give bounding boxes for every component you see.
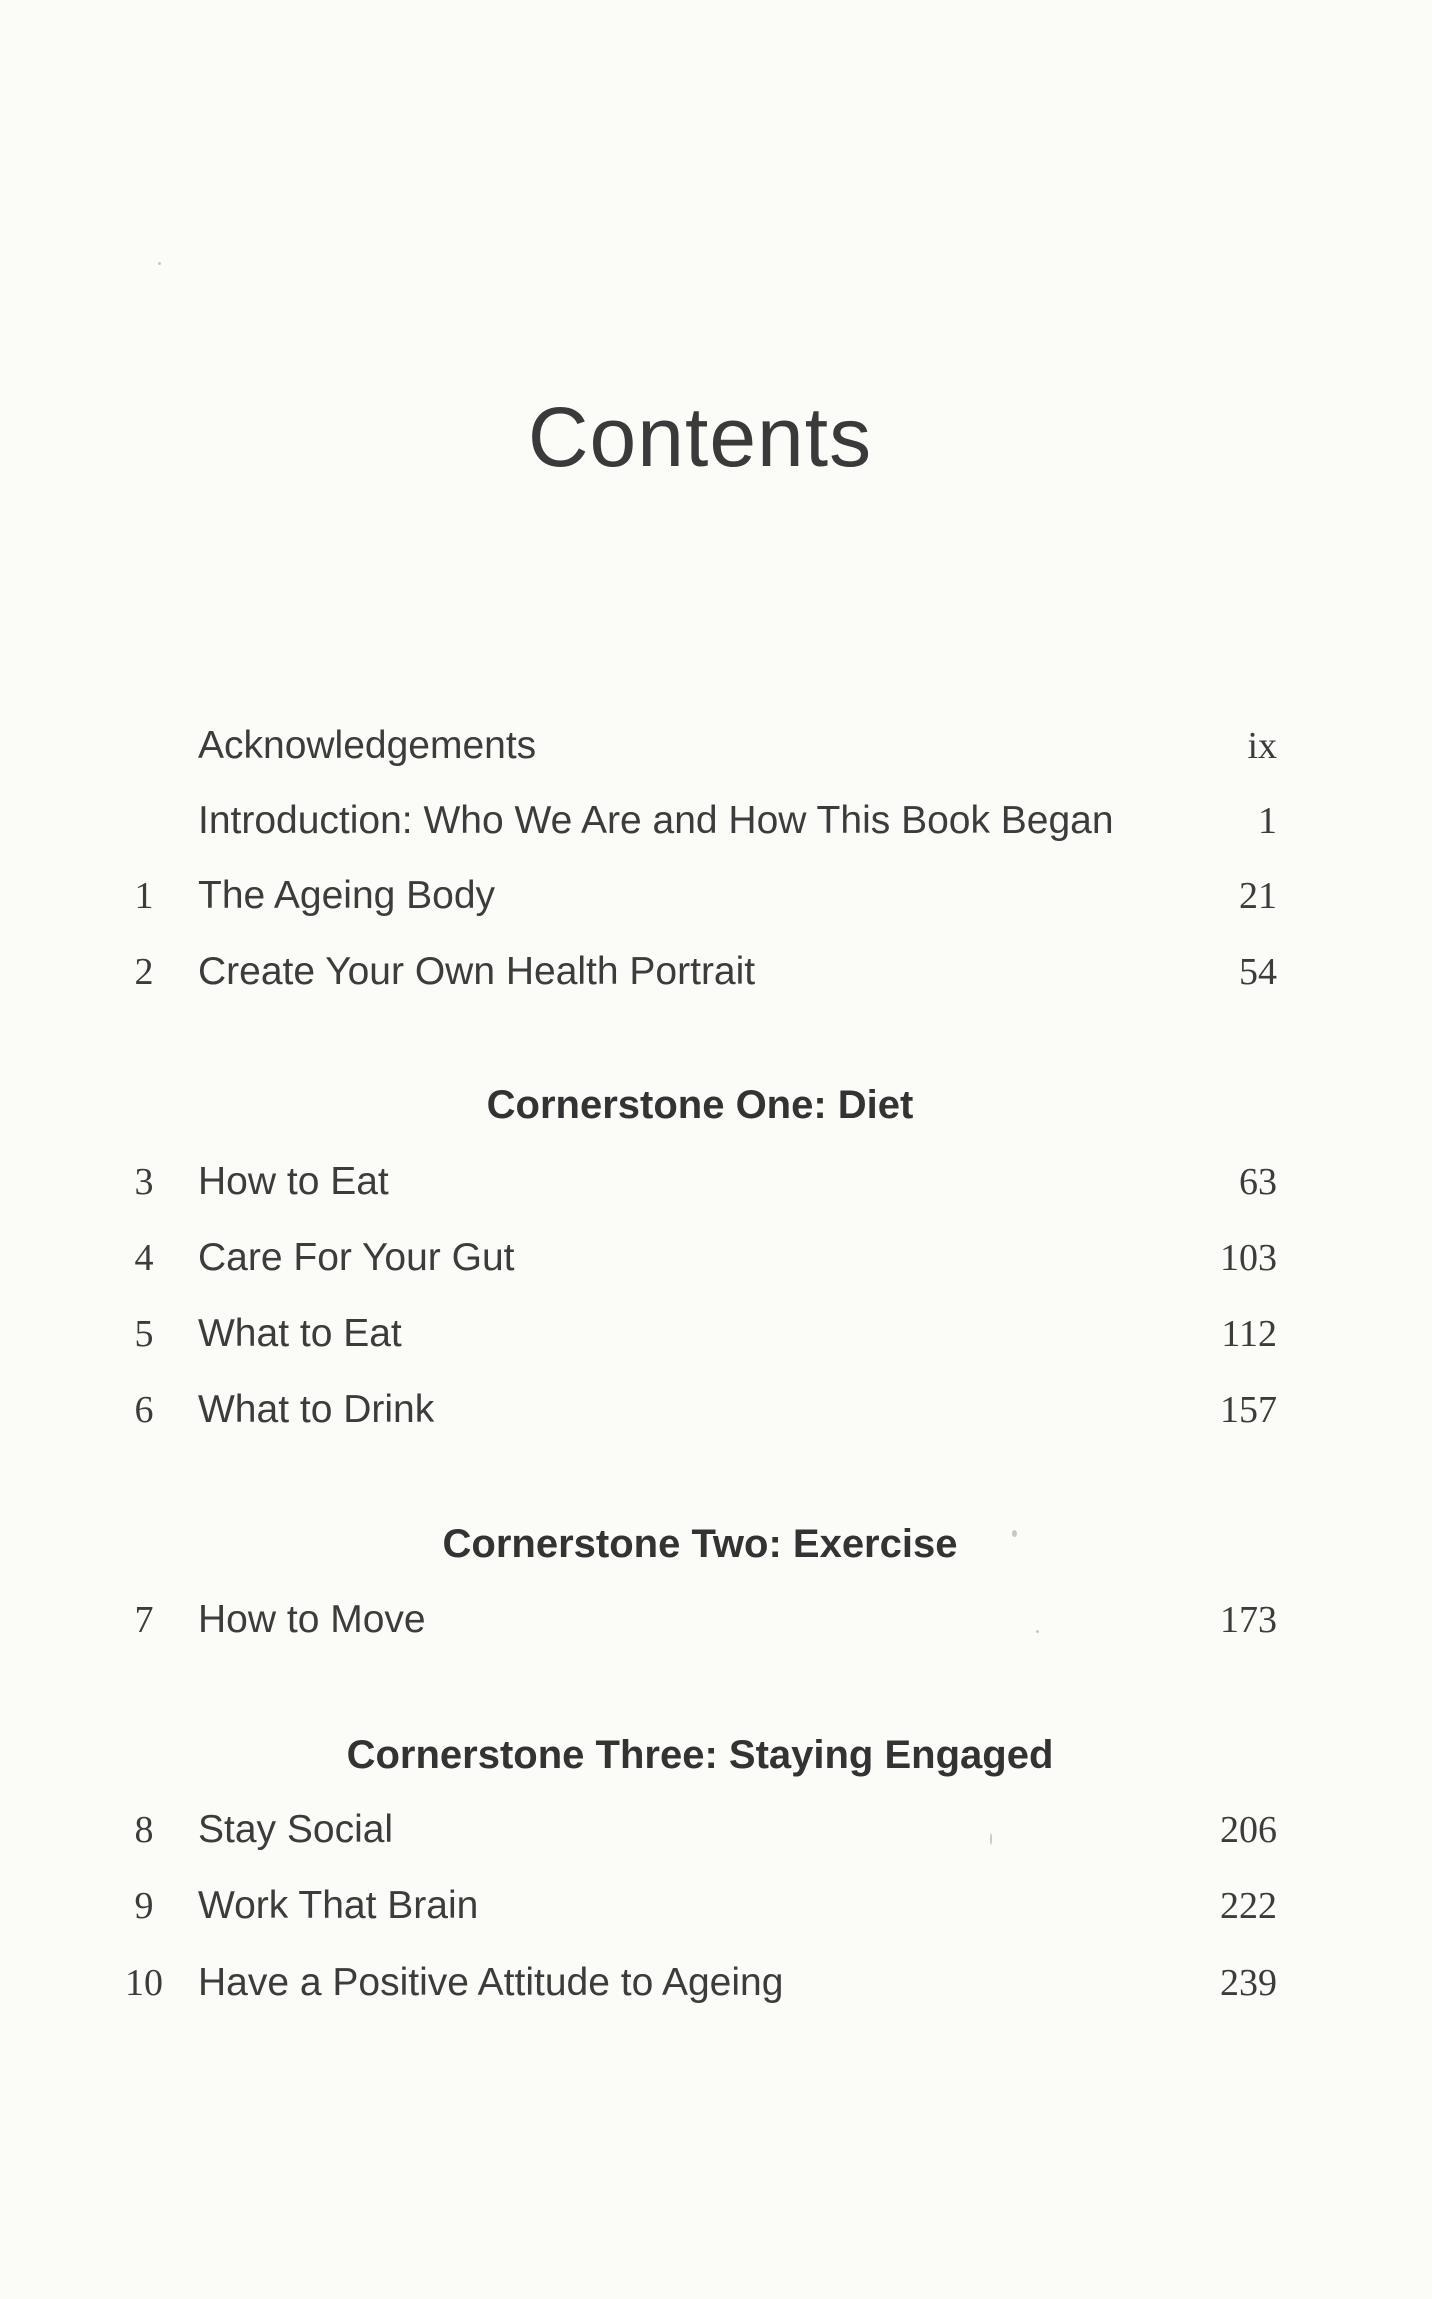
- toc-entry-page: 112: [1221, 1313, 1277, 1355]
- toc-entry-chapter-5[interactable]: [0, 1304, 1432, 1364]
- toc-chapter-number: 6: [134, 1389, 154, 1431]
- toc-entry-page: 157: [1220, 1389, 1277, 1431]
- toc-entry-chapter-10[interactable]: [0, 1953, 1432, 2013]
- toc-entry-chapter-3[interactable]: [0, 1152, 1432, 1212]
- toc-chapter-number: 10: [125, 1962, 163, 2004]
- scan-speck: [158, 262, 161, 265]
- toc-chapter-number: 8: [134, 1809, 154, 1851]
- toc-entry-page: 173: [1220, 1599, 1277, 1641]
- toc-entry-page: ix: [1247, 725, 1277, 767]
- section-heading-exercise: Cornerstone Two: Exercise: [442, 1522, 958, 1566]
- toc-entry-chapter-7[interactable]: [0, 1590, 1432, 1650]
- toc-entry-label: Introduction: Who We Are and How This Book Began: [198, 799, 1114, 842]
- toc-entry-acknowledgements[interactable]: [0, 716, 1432, 776]
- toc-entry-label: Acknowledgements: [198, 724, 537, 767]
- toc-entry-label: The Ageing Body: [198, 874, 496, 917]
- toc-chapter-number: 4: [134, 1237, 154, 1279]
- toc-entry-page: 103: [1220, 1237, 1277, 1279]
- toc-entry-label: What to Eat: [198, 1312, 402, 1355]
- toc-entry-label: Work That Brain: [198, 1884, 479, 1927]
- toc-entry-page: 21: [1239, 875, 1277, 917]
- toc-chapter-number: 3: [134, 1161, 154, 1203]
- toc-entry-label: Have a Positive Attitude to Ageing: [198, 1961, 784, 2004]
- toc-entry-chapter-4[interactable]: [0, 1228, 1432, 1288]
- toc-chapter-number: 5: [134, 1313, 154, 1355]
- scan-speck: [1036, 1630, 1039, 1633]
- section-heading-diet: Cornerstone One: Diet: [486, 1083, 914, 1127]
- toc-entry-introduction[interactable]: [0, 791, 1432, 851]
- toc-entry-chapter-8[interactable]: [0, 1800, 1432, 1860]
- toc-entry-chapter-9[interactable]: [0, 1876, 1432, 1936]
- page-title: Contents: [527, 390, 873, 484]
- toc-entry-label: What to Drink: [198, 1388, 435, 1431]
- toc-entry-chapter-2[interactable]: [0, 942, 1432, 1002]
- toc-entry-label: Stay Social: [198, 1808, 394, 1851]
- toc-entry-page: 1: [1258, 800, 1277, 842]
- toc-entry-page: 206: [1220, 1809, 1277, 1851]
- toc-entry-label: How to Move: [198, 1598, 426, 1641]
- toc-entry-chapter-6[interactable]: [0, 1380, 1432, 1440]
- toc-entry-page: 63: [1239, 1161, 1277, 1203]
- toc-entry-page: 54: [1239, 951, 1277, 993]
- toc-chapter-number: 9: [134, 1885, 154, 1927]
- toc-entry-label: Create Your Own Health Portrait: [198, 950, 756, 993]
- toc-chapter-number: 1: [134, 875, 154, 917]
- toc-entry-label: How to Eat: [198, 1160, 389, 1203]
- scan-speck: [990, 1833, 992, 1845]
- toc-entry-page: 239: [1220, 1962, 1277, 2004]
- toc-entry-label: Care For Your Gut: [198, 1236, 515, 1279]
- toc-entry-chapter-1[interactable]: [0, 866, 1432, 926]
- section-heading-staying-engaged: Cornerstone Three: Staying Engaged: [346, 1733, 1054, 1777]
- toc-entry-page: 222: [1220, 1885, 1277, 1927]
- scan-speck: [1012, 1530, 1017, 1537]
- toc-chapter-number: 2: [134, 951, 154, 993]
- toc-chapter-number: 7: [134, 1599, 154, 1641]
